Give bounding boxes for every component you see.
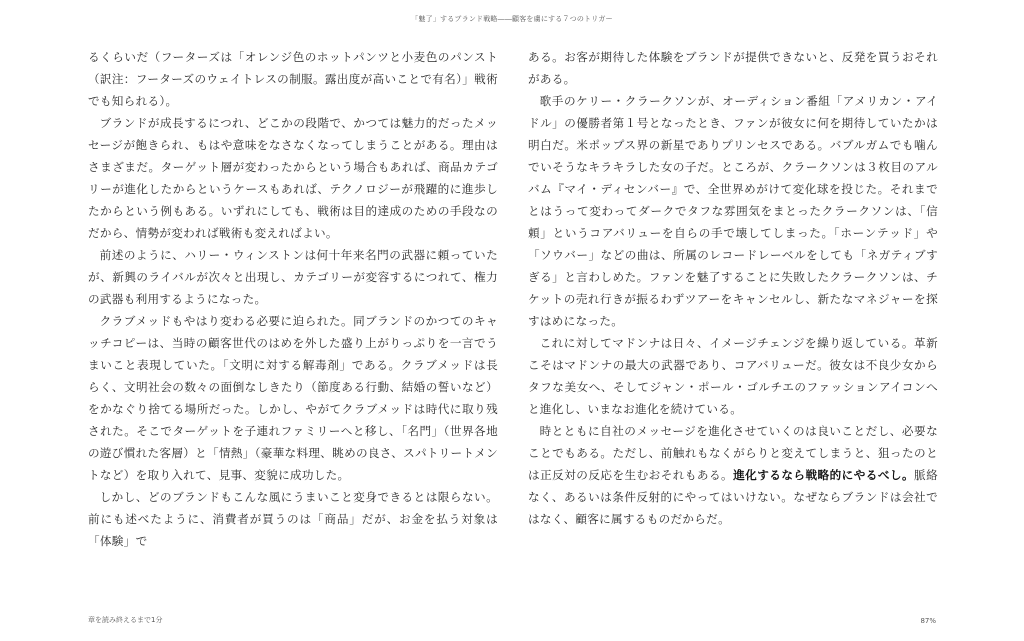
paragraph: クラブメッドもやはり変わる必要に迫られた。同ブランドのかつてのキャッチコピーは、当時の顧客世代のはめを外した盛り上がりっぷりを一言でうまいこと表現していた。「文明に対する解毒剤」である。クラブメッドは長らく、文明社会の数々の面倒なしきたり（節度ある行動、結婚の誓いなど）をかなぐり捨てる場所だった。しかし、やがてクラブメッドは時代に取り残された。そこでターゲットを子連れファミリーへと移し、「名門」（世界各地の遊び慣れた客層）と「情熱」（豪華な料理、眺めの良さ、スパトリートメントなど）を取り入れて、見事、変貌に成功した。: [88, 314, 498, 482]
paragraph: これに対してマドンナは日々、イメージチェンジを繰り返している。革新こそはマドンナの最大の武器であり、コアバリューだ。彼女は不良少女からタフな美女へ、そしてジャン・ポール・ゴルチエのファッションアイコンへと進化し、いまなお進化を続けている。: [528, 336, 938, 416]
left-page-column: [88, 46, 498, 552]
paragraph: 歌手のケリー・クラークソンが、オーディション番組「アメリカン・アイドル」の優勝者第１号となったとき、ファンが彼女に何を期待していたかは明白だ。米ポップス界の新星でありプリンセスである。バブルガムでも噛んでいそうなキラキラした女の子だ。ところが、クラークソンは３枚目のアルバム『マイ・ディセンバー』で、全世界めがけて変化球を投じた。それまでとはうって変わってダークでタフな雰囲気をまとったクラークソンは、「信頼」というコアバリューを自らの手で壊してしまった。「ホーンテッド」や「ソウバー」などの曲は、所属のレコードレーベルをしても「ネガティブすぎる」と言わしめた。ファンを魅了することに失敗したクラークソンは、チケットの売れ行きが振るわずツアーをキャンセルし、新たなマネジャーを探すはめになった。: [528, 94, 938, 328]
paragraph-text: 時とともに自社のメッセージを進化させていくのは良いことだし、必要なことでもある。ただし、前触れもなくがらりと変えてしまうと、狙ったのとは正反対の反応を生むおそれもある。: [528, 424, 938, 482]
running-header: 「魅了」するブランド戦略――顧客を虜にする７つのトリガー: [411, 15, 613, 23]
emphasized-text: 進化するなら戦略的にやるべし。: [733, 468, 915, 482]
chapter-remaining-time: 章を読み終えるまで1分: [88, 616, 163, 624]
paragraph-with-emphasis: [528, 420, 938, 530]
paragraph: るくらいだ（フーターズは「オレンジ色のホットパンツと小麦色のパンスト（訳注：フーターズのウェイトレスの制服。露出度が高いことで有名）」戦術でも知られる）。: [88, 50, 498, 108]
paragraph: ブランドが成長するにつれ、どこかの段階で、かつては魅力的だったメッセージが飽きられ、もはや意味をなさなくなってしまうことがある。理由はさまざまだ。ターゲット層が変わったからという場合もあれば、商品カテゴリーが進化したからというケースもあれば、テクノロジーが飛躍的に進歩したからという例もある。いずれにしても、戦術は目的達成のための手段なのだから、情勢が変われば戦術も変えればよい。: [88, 116, 498, 240]
paragraph-text: 脈絡なく、あるいは条件反射的にやってはいけない。なぜならブランドは会社ではなく、顧客に属するものだからだ。: [528, 468, 938, 526]
paragraph: 前述のように、ハリー・ウィンストンは何十年来名門の武器に頼っていたが、新興のライバルが次々と出現し、カテゴリーが変容するにつれて、権力の武器も利用するようになった。: [88, 248, 498, 306]
paragraph: しかし、どのブランドもこんな風にうまいこと変身できるとは限らない。前にも述べたように、消費者が買うのは「商品」だが、お金を払う対象は「体験」で: [88, 490, 498, 548]
right-page-column: [528, 46, 938, 530]
paragraph: ある。お客が期待した体験をブランドが提供できないと、反発を買うおそれがある。: [528, 50, 938, 86]
reading-progress: 87%: [920, 617, 936, 625]
